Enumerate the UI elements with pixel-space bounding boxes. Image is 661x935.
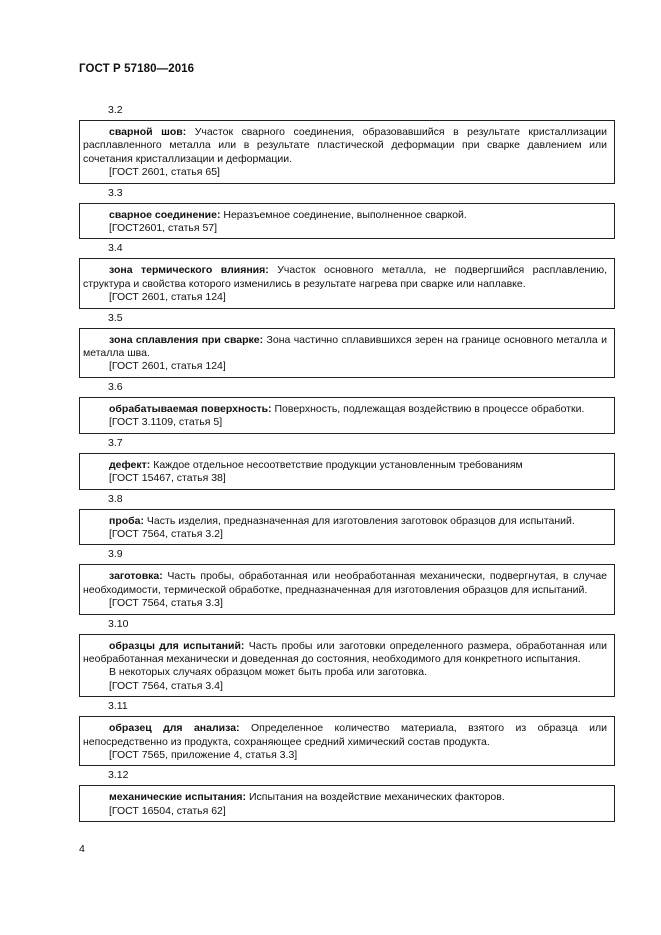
term-definition: Участок сварного соединения, образовавшийся в результате кристаллизации расплавленного металла или в результате пластической деформации при сварке давлением или сочетания кристаллизации и деформации.: [83, 126, 607, 165]
term-definition-paragraph: [83, 570, 607, 597]
term-definition-paragraph: [83, 515, 607, 528]
term-reference: [ГОСТ 15467, статья 38]: [109, 472, 226, 485]
term-number: 3.6: [108, 380, 123, 393]
term-name: обрабатываемая поверхность:: [109, 402, 272, 415]
term-name: проба:: [109, 514, 144, 527]
term-name: сварное соединение:: [109, 208, 221, 221]
term-definition-paragraph: [83, 334, 607, 361]
term-definition: Участок основного металла, не подвергшийся расплавлению, структура и свойства которого изменились в результате нагрева при сварке или наплавке.: [83, 264, 607, 290]
term-definition-paragraph: [83, 403, 607, 416]
term-name: заготовка:: [109, 570, 163, 583]
term-box: [79, 564, 615, 614]
term-box: [79, 397, 615, 434]
term-definition: Испытания на воздействие механических факторов.: [248, 791, 505, 804]
term-definition-paragraph: [83, 126, 607, 166]
term-name: механические испытания:: [109, 791, 247, 804]
term-reference: [ГОСТ 7564, статья 3.4]: [109, 679, 223, 692]
term-reference: [ГОСТ 16504, статья 62]: [109, 804, 226, 817]
term-number: 3.3: [108, 186, 123, 199]
term-definition: Поверхность, подлежащая воздействию в процессе обработки.: [274, 402, 585, 415]
term-reference: [ГОСТ 2601, статья 65]: [109, 166, 220, 179]
term-definition: Зона частично сплавившихся зерен на границе основного металла и металла шва.: [83, 333, 607, 360]
term-box: [79, 203, 615, 240]
term-name: зона термического влияния:: [109, 264, 269, 277]
page-number: 4: [79, 843, 85, 855]
term-number: 3.9: [108, 548, 123, 561]
term-definition: Неразъемное соединение, выполненное сваркой.: [223, 208, 467, 221]
term-name: дефект:: [109, 458, 151, 471]
term-number: 3.2: [108, 104, 123, 116]
term-reference: [ГОСТ 7564, статья 3.3]: [109, 597, 223, 610]
term-reference: [ГОСТ 2601, статья 124]: [109, 360, 226, 373]
term-definition-paragraph: [83, 722, 607, 749]
term-number: 3.12: [108, 769, 129, 782]
term-box: [79, 258, 615, 308]
term-name: сварной шов:: [109, 126, 187, 138]
term-number: 3.10: [108, 617, 129, 630]
term-number: 3.7: [108, 436, 123, 449]
term-reference: [ГОСТ 7565, приложение 4, статья 3.3]: [109, 748, 298, 761]
term-reference: [ГОСТ 2601, статья 124]: [109, 291, 226, 304]
term-box: [79, 785, 615, 822]
term-name: зона сплавления при сварке:: [109, 333, 264, 346]
term-definition-paragraph: [83, 209, 607, 222]
term-box: [79, 120, 615, 184]
term-name: образец для анализа:: [109, 722, 240, 735]
term-box: [79, 716, 615, 766]
term-reference: [ГОСТ 3.1109, статья 5]: [109, 416, 223, 429]
terms-list: [79, 104, 615, 825]
document-header: ГОСТ Р 57180—2016: [79, 63, 195, 75]
term-definition-paragraph: [83, 264, 607, 291]
term-number: 3.4: [108, 242, 123, 255]
term-definition-paragraph: [83, 791, 607, 804]
term-definition: Часть пробы, обработанная или необработанная механически, подвергнутая, в случае необходимости, термической обработке, предназначенная для изготовления образцов для испытаний.: [83, 570, 607, 596]
term-reference: [ГОСТ 7564, статья 3.2]: [109, 527, 223, 540]
term-definition: Определенное количество материала, взятого из образца или непосредственно из продукта, сохраняющее средний химический состав продукта.: [83, 722, 607, 748]
term-reference: [ГОСТ2601, статья 57]: [109, 222, 218, 235]
term-note: В некоторых случаях образцом может быть проба или заготовка.: [109, 666, 428, 679]
term-number: 3.11: [108, 700, 128, 713]
term-box: [79, 509, 615, 546]
term-definition: Каждое отдельное несоответствие продукции установленным требованиям: [153, 458, 523, 471]
term-definition-paragraph: [83, 640, 607, 667]
term-number: 3.8: [108, 492, 123, 505]
term-definition: Часть пробы или заготовки определенного размера, обработанная или необработанная механически и доведенная до состояния, необходимого для конкретного испытания.: [83, 639, 607, 665]
term-box: [79, 453, 615, 490]
term-name: образцы для испытаний:: [109, 639, 245, 652]
term-box: [79, 328, 615, 378]
term-box: [79, 634, 615, 698]
term-definition-paragraph: [83, 459, 607, 472]
term-number: 3.5: [108, 311, 123, 324]
term-definition: Часть изделия, предназначенная для изготовления заготовок образцов для испытаний.: [146, 514, 575, 527]
